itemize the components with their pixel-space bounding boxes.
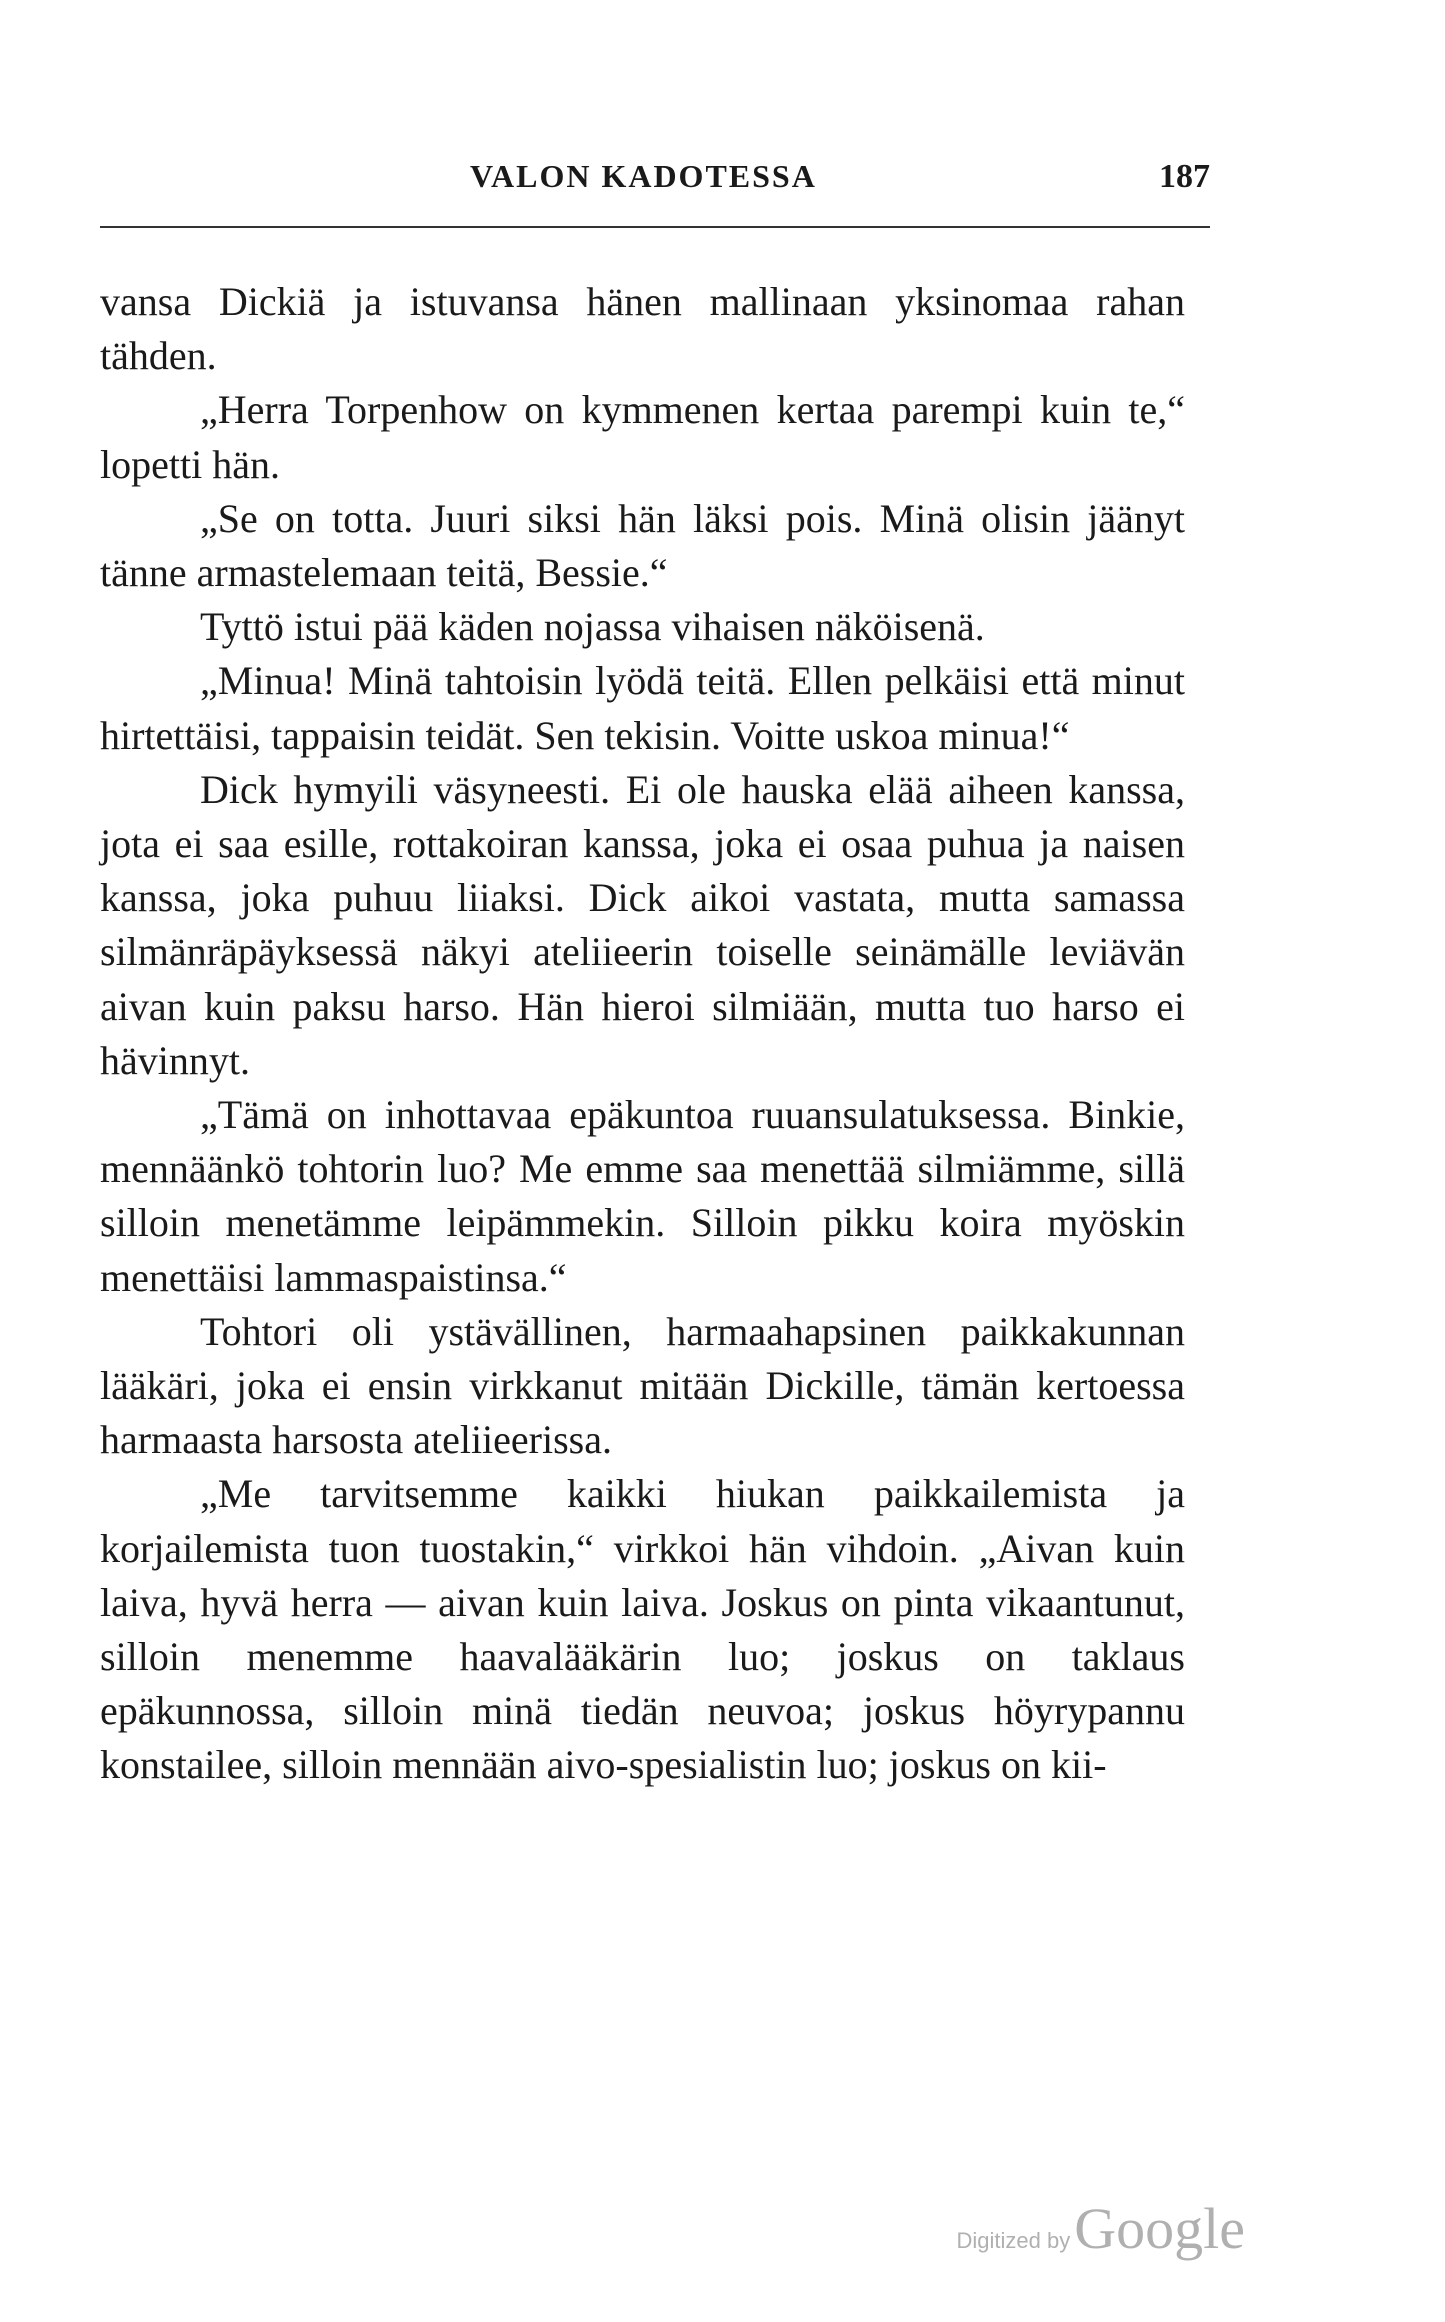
paragraph: Dick hymyili väsyneesti. Ei ole hauska elää aiheen kanssa, jota ei saa esille, rottakoiran kanssa, joka ei osaa puhua ja naisen kanssa, joka puhuu liiaksi. Dick aikoi vastata, mutta samassa silmänräpäyksessä näkyi ateliieerin toiselle seinämälle leviävän aivan kuin paksu harso. Hän hieroi silmiään, mutta tuo harso ei hävinnyt.	[100, 766, 1185, 1083]
paragraph: „Herra Torpenhow on kymmenen kertaa parempi kuin te,“ lopetti hän.	[100, 387, 1185, 487]
paragraph: vansa Dickiä ja istuvansa hänen mallinaan yksinomaa rahan tähden.	[100, 279, 1185, 379]
header-rule	[100, 226, 1210, 228]
page-number: 187	[1159, 158, 1210, 195]
paragraph: Tohtori oli ystävällinen, harmaahapsinen paikkakunnan lääkäri, joka ei ensin virkkanut mitään Dickille, tämän kertoessa harmaasta harsosta ateliieerissa.	[100, 1308, 1185, 1463]
paragraph: Tyttö istui pää käden nojassa vihaisen näköisenä.	[200, 604, 985, 650]
page-header	[100, 158, 1210, 218]
digitized-watermark	[957, 2195, 1245, 2262]
body-text	[100, 275, 1185, 1793]
paragraph: „Tämä on inhottavaa epäkuntoa ruuansulatuksessa. Binkie, mennäänkö tohtorin luo? Me emme saa menettää silmiämme, sillä silloin menetämme leipämmekin. Silloin pikku koira myöskin menettäisi lammaspaistinsa.“	[100, 1092, 1185, 1300]
paragraph: „Minua! Minä tahtoisin lyödä teitä. Ellen pelkäisi että minut hirtettäisi, tappaisin teidät. Sen tekisin. Voitte uskoa minua!“	[100, 658, 1185, 758]
running-title: VALON KADOTESSA	[470, 158, 817, 194]
paragraph: „Me tarvitsemme kaikki hiukan paikkailemista ja korjailemista tuon tuostakin,“ virkkoi hän vihdoin. „Aivan kuin laiva, hyvä herra — aivan kuin laiva. Joskus on pinta vikaantunut, silloin menemme haavalääkärin luo; joskus on taklaus epäkunnossa, silloin minä tiedän neuvoa; joskus höyrypannu konstailee, silloin mennään aivo-spesialistin luo; joskus on kii-	[100, 1471, 1185, 1788]
google-logo: Google	[1074, 2196, 1245, 2261]
paragraph: „Se on totta. Juuri siksi hän läksi pois. Minä olisin jäänyt tänne armastelemaan teitä, Bessie.“	[100, 495, 1185, 596]
watermark-prefix: Digitized by	[956, 2228, 1071, 2253]
